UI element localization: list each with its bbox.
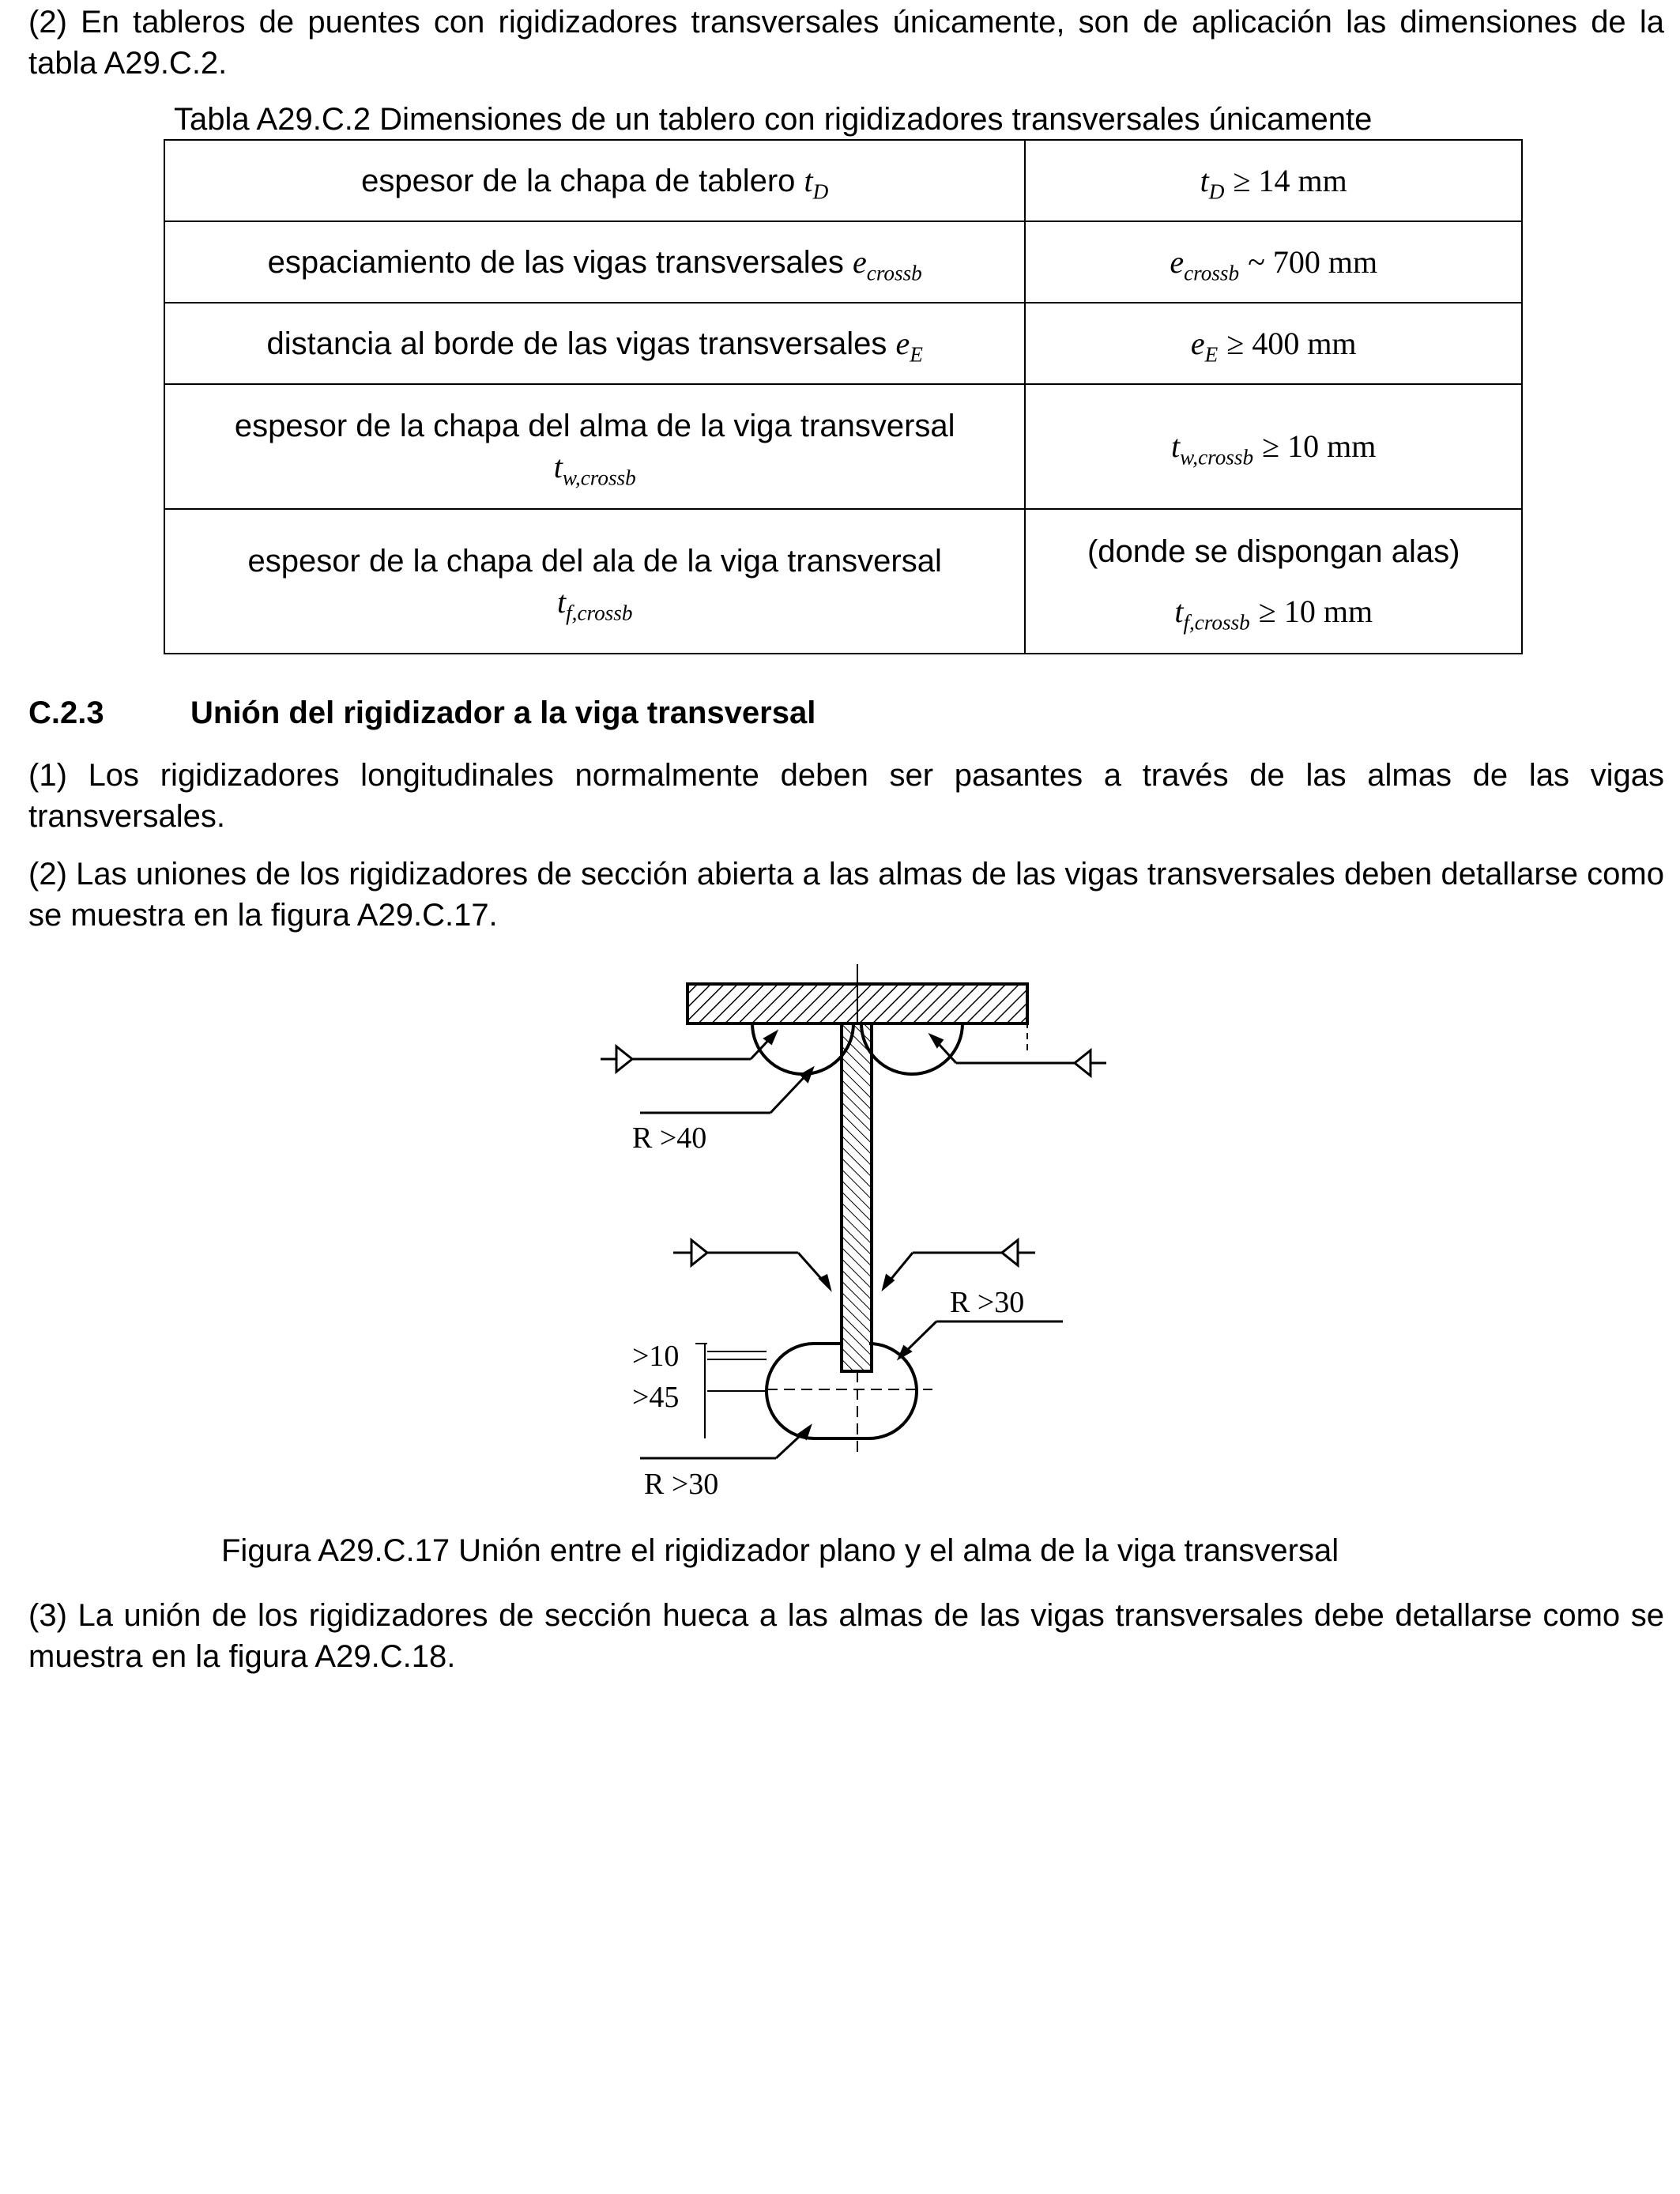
paragraph-3: (3) La unión de los rigidizadores de sección hueca a las almas de las vigas transversales debe detallarse como se muestra en la figura A29.C.18.: [28, 1598, 1664, 1674]
paragraph-intro: (2) En tableros de puentes con rigidizadores transversales únicamente, son de aplicación las dimensiones de la tabla A29.C.2.: [28, 5, 1664, 81]
stiffener-connection-figure: [569, 964, 1122, 1517]
table-cell-value: $t_{w,crossb} \ge 10$ mm: [1025, 384, 1522, 509]
table-cell-label: espaciamiento de las vigas transversales $e_{crossb}$: [164, 221, 1025, 303]
table-row: [164, 509, 1522, 654]
table-cell-value: (donde se dispongan alas) $t_{f,crossb} \ge 10$ mm: [1025, 509, 1522, 654]
weld-symbol-right-mid: [883, 1240, 1035, 1288]
table-cell-label: espesor de la chapa de tablero $t_D$: [164, 140, 1025, 221]
table-cell-label: espesor de la chapa del ala de la viga transversal $t_{f,crossb}$: [164, 509, 1025, 654]
figure-caption: Figura A29.C.17 Unión entre el rigidizador plano y el alma de la viga transversal: [221, 1533, 1339, 1568]
weld-symbol-left-top: [601, 1032, 776, 1072]
label-r30-bottom: R >30: [644, 1468, 719, 1501]
table-row: [164, 384, 1522, 509]
table-cell-value: $e_{crossb}$ ~ 700 mm: [1025, 221, 1522, 303]
label-r30-right: R >30: [950, 1286, 1025, 1319]
weld-symbol-right-top: [931, 1035, 1106, 1076]
weld-symbol-left-mid: [673, 1240, 830, 1288]
leader-r30-bottom: [640, 1427, 810, 1458]
paragraph-1: (1) Los rigidizadores longitudinales normalmente deben ser pasantes a través de las almas de las vigas transversales.: [28, 758, 1664, 834]
table-row: [164, 221, 1522, 303]
leader-r40: [640, 1069, 812, 1113]
upper-cutout: [752, 1023, 853, 1074]
dimension-lines: [695, 1344, 767, 1438]
table-row: [164, 303, 1522, 384]
stiffener-web: [842, 1023, 872, 1371]
table-cell-value: $t_D \ge 14$ mm: [1025, 140, 1522, 221]
dimensions-table: [164, 139, 1523, 654]
paragraph-2: (2) Las uniones de los rigidizadores de sección abierta a las almas de las vigas transversales deben detallarse como se muestra en la figura A29.C.17.: [28, 857, 1664, 933]
section-title: Unión del rigidizador a la viga transversal: [190, 696, 816, 730]
table-row: [164, 140, 1522, 221]
table-cell-label: espesor de la chapa del alma de la viga transversal $t_{w,crossb}$: [164, 384, 1025, 509]
label-dim-10: >10: [632, 1340, 680, 1373]
label-dim-45: >45: [632, 1381, 680, 1414]
table-cell-label: distancia al borde de las vigas transversales $e_E$: [164, 303, 1025, 384]
table-cell-value: $e_E \ge 400$ mm: [1025, 303, 1522, 384]
label-r40: R >40: [632, 1122, 707, 1155]
table-caption: Tabla A29.C.2 Dimensiones de un tablero con rigidizadores transversales únicamente: [174, 102, 1373, 137]
leader-r30-right: [899, 1321, 1063, 1358]
section-number: C.2.3: [28, 696, 104, 730]
